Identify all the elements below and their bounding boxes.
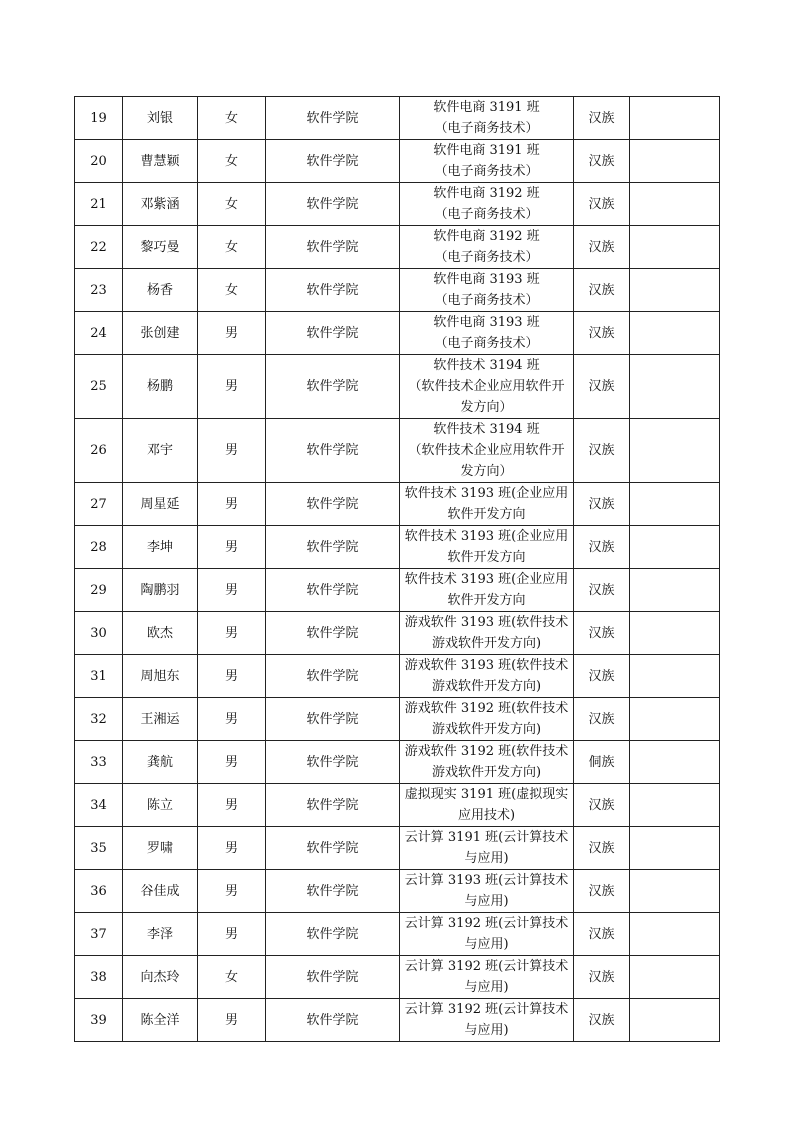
class-major-line: 软件电商 3191 班 [433,143,540,158]
note-cell [630,956,720,999]
gender-cell: 女 [198,956,266,999]
college-cell: 软件学院 [266,355,400,419]
college-cell: 软件学院 [266,956,400,999]
ethnicity-cell: 汉族 [574,97,630,140]
college-cell: 软件学院 [266,226,400,269]
ethnicity-cell: 汉族 [574,355,630,419]
note-cell [630,827,720,870]
row-number-cell: 36 [75,870,123,913]
student-name-cell: 向杰玲 [123,956,198,999]
college-cell: 软件学院 [266,741,400,784]
class-major-cell [400,97,574,140]
student-name-cell: 陈立 [123,784,198,827]
row-number-cell: 32 [75,698,123,741]
student-name-cell: 谷佳成 [123,870,198,913]
class-major-line: 云计算 3192 班(云计算技术 [404,959,569,974]
class-major-cell [400,612,574,655]
class-major-cell [400,913,574,956]
class-major-line: （电子商务技术） [434,250,539,265]
class-major-cell [400,419,574,483]
note-cell [630,870,720,913]
class-major-cell [400,827,574,870]
table-row [75,999,720,1042]
class-major-line: 游戏软件 3192 班(软件技术 [404,701,569,716]
class-major-line: （电子商务技术） [434,164,539,179]
gender-cell: 男 [198,612,266,655]
row-number-cell: 37 [75,913,123,956]
college-cell: 软件学院 [266,526,400,569]
gender-cell: 男 [198,419,266,483]
class-major-line: 游戏软件开发方向) [431,636,542,651]
class-major-line: 虚拟现实 3191 班(虚拟现实 [404,787,569,802]
college-cell: 软件学院 [266,999,400,1042]
note-cell [630,913,720,956]
student-name-cell: 张创建 [123,312,198,355]
gender-cell: 男 [198,698,266,741]
table-row [75,226,720,269]
student-name-cell: 邓宇 [123,419,198,483]
note-cell [630,419,720,483]
row-number-cell: 30 [75,612,123,655]
ethnicity-cell: 汉族 [574,698,630,741]
class-major-cell [400,569,574,612]
class-major-line: 软件技术 3193 班(企业应用 [404,486,569,501]
table-row [75,827,720,870]
student-name-cell: 周星延 [123,483,198,526]
college-cell: 软件学院 [266,569,400,612]
student-name-cell: 周旭东 [123,655,198,698]
class-major-line: 游戏软件 3192 班(软件技术 [404,744,569,759]
ethnicity-cell: 侗族 [574,741,630,784]
gender-cell: 男 [198,569,266,612]
gender-cell: 女 [198,140,266,183]
college-cell: 软件学院 [266,97,400,140]
gender-cell: 男 [198,999,266,1042]
ethnicity-cell: 汉族 [574,956,630,999]
table-row [75,269,720,312]
student-name-cell: 李坤 [123,526,198,569]
class-major-line: 云计算 3191 班(云计算技术 [404,830,569,845]
student-name-cell: 曹慧颖 [123,140,198,183]
gender-cell: 女 [198,97,266,140]
gender-cell: 男 [198,483,266,526]
student-name-cell: 邓紫涵 [123,183,198,226]
college-cell: 软件学院 [266,870,400,913]
class-major-line: 软件开发方向 [447,550,526,565]
row-number-cell: 39 [75,999,123,1042]
ethnicity-cell: 汉族 [574,140,630,183]
student-name-cell: 杨香 [123,269,198,312]
class-major-line: 软件电商 3192 班 [433,186,540,201]
row-number-cell: 28 [75,526,123,569]
gender-cell: 男 [198,827,266,870]
student-name-cell: 王湘运 [123,698,198,741]
student-name-cell: 黎巧曼 [123,226,198,269]
class-major-cell [400,870,574,913]
gender-cell: 女 [198,183,266,226]
row-number-cell: 21 [75,183,123,226]
ethnicity-cell: 汉族 [574,913,630,956]
gender-cell: 男 [198,913,266,956]
class-major-cell [400,956,574,999]
class-major-line: 发方向） [460,400,513,415]
gender-cell: 男 [198,655,266,698]
row-number-cell: 19 [75,97,123,140]
note-cell [630,655,720,698]
note-cell [630,355,720,419]
table-row [75,655,720,698]
class-major-cell [400,140,574,183]
row-number-cell: 31 [75,655,123,698]
table-row [75,355,720,419]
table-row [75,870,720,913]
ethnicity-cell: 汉族 [574,269,630,312]
class-major-line: 与应用) [464,980,509,995]
class-major-line: 游戏软件 3193 班(软件技术 [404,658,569,673]
row-number-cell: 22 [75,226,123,269]
class-major-line: （电子商务技术） [434,336,539,351]
class-major-cell [400,784,574,827]
note-cell [630,269,720,312]
table-row [75,784,720,827]
class-major-cell [400,655,574,698]
class-major-cell [400,355,574,419]
class-major-cell [400,999,574,1042]
college-cell: 软件学院 [266,483,400,526]
student-name-cell: 李泽 [123,913,198,956]
class-major-line: （电子商务技术） [434,121,539,136]
gender-cell: 男 [198,741,266,784]
class-major-line: 软件技术 3193 班(企业应用 [404,529,569,544]
class-major-line: 软件技术 3193 班(企业应用 [404,572,569,587]
college-cell: 软件学院 [266,419,400,483]
college-cell: 软件学院 [266,698,400,741]
gender-cell: 男 [198,355,266,419]
note-cell [630,612,720,655]
student-name-cell: 陶鹏羽 [123,569,198,612]
class-major-line: 与应用) [464,937,509,952]
table-row [75,97,720,140]
note-cell [630,483,720,526]
class-major-cell [400,698,574,741]
class-major-line: （软件技术企业应用软件开 [408,443,565,458]
student-name-cell: 杨鹏 [123,355,198,419]
college-cell: 软件学院 [266,655,400,698]
ethnicity-cell: 汉族 [574,827,630,870]
class-major-cell [400,226,574,269]
gender-cell: 男 [198,526,266,569]
student-table [74,96,720,1042]
class-major-line: 软件电商 3193 班 [433,272,540,287]
class-major-cell [400,526,574,569]
college-cell: 软件学院 [266,913,400,956]
ethnicity-cell: 汉族 [574,612,630,655]
row-number-cell: 29 [75,569,123,612]
table-row [75,183,720,226]
class-major-line: 发方向） [460,464,513,479]
note-cell [630,183,720,226]
table-row [75,612,720,655]
table-row [75,698,720,741]
student-name-cell: 龚航 [123,741,198,784]
gender-cell: 男 [198,784,266,827]
college-cell: 软件学院 [266,827,400,870]
class-major-line: 软件技术 3194 班 [433,422,540,437]
table-body [75,97,720,1042]
class-major-line: 游戏软件开发方向) [431,765,542,780]
class-major-line: 与应用) [464,894,509,909]
ethnicity-cell: 汉族 [574,999,630,1042]
ethnicity-cell: 汉族 [574,655,630,698]
row-number-cell: 27 [75,483,123,526]
gender-cell: 女 [198,226,266,269]
row-number-cell: 23 [75,269,123,312]
class-major-line: 云计算 3192 班(云计算技术 [404,1002,569,1017]
row-number-cell: 25 [75,355,123,419]
class-major-cell [400,483,574,526]
student-name-cell: 陈全洋 [123,999,198,1042]
class-major-line: 与应用) [464,851,509,866]
note-cell [630,226,720,269]
college-cell: 软件学院 [266,140,400,183]
gender-cell: 女 [198,269,266,312]
table-row [75,956,720,999]
class-major-cell [400,741,574,784]
ethnicity-cell: 汉族 [574,870,630,913]
ethnicity-cell: 汉族 [574,226,630,269]
class-major-cell [400,269,574,312]
class-major-line: 云计算 3193 班(云计算技术 [404,873,569,888]
note-cell [630,741,720,784]
ethnicity-cell: 汉族 [574,784,630,827]
college-cell: 软件学院 [266,312,400,355]
note-cell [630,312,720,355]
table-row [75,140,720,183]
class-major-cell [400,312,574,355]
row-number-cell: 33 [75,741,123,784]
college-cell: 软件学院 [266,612,400,655]
note-cell [630,784,720,827]
ethnicity-cell: 汉族 [574,419,630,483]
class-major-cell [400,183,574,226]
gender-cell: 男 [198,312,266,355]
class-major-line: 应用技术) [457,808,516,823]
college-cell: 软件学院 [266,269,400,312]
class-major-line: 软件电商 3192 班 [433,229,540,244]
class-major-line: 软件电商 3191 班 [433,100,540,115]
note-cell [630,698,720,741]
table-row [75,913,720,956]
student-name-cell: 欧杰 [123,612,198,655]
table-row [75,483,720,526]
class-major-line: 软件开发方向 [447,507,526,522]
class-major-line: （软件技术企业应用软件开 [408,379,565,394]
row-number-cell: 24 [75,312,123,355]
class-major-line: 云计算 3192 班(云计算技术 [404,916,569,931]
table-row [75,741,720,784]
table-row [75,569,720,612]
college-cell: 软件学院 [266,183,400,226]
college-cell: 软件学院 [266,784,400,827]
table-row [75,419,720,483]
note-cell [630,569,720,612]
table-row [75,312,720,355]
note-cell [630,999,720,1042]
class-major-line: 游戏软件开发方向) [431,722,542,737]
class-major-line: 软件技术 3194 班 [433,358,540,373]
class-major-line: 软件开发方向 [447,593,526,608]
note-cell [630,526,720,569]
row-number-cell: 38 [75,956,123,999]
class-major-line: 软件电商 3193 班 [433,315,540,330]
class-major-line: 与应用) [464,1023,509,1038]
row-number-cell: 34 [75,784,123,827]
table-row [75,526,720,569]
ethnicity-cell: 汉族 [574,483,630,526]
class-major-line: 游戏软件 3193 班(软件技术 [404,615,569,630]
row-number-cell: 35 [75,827,123,870]
class-major-line: （电子商务技术） [434,207,539,222]
ethnicity-cell: 汉族 [574,183,630,226]
ethnicity-cell: 汉族 [574,526,630,569]
ethnicity-cell: 汉族 [574,569,630,612]
student-name-cell: 罗啸 [123,827,198,870]
gender-cell: 男 [198,870,266,913]
row-number-cell: 26 [75,419,123,483]
note-cell [630,140,720,183]
class-major-line: 游戏软件开发方向) [431,679,542,694]
ethnicity-cell: 汉族 [574,312,630,355]
student-name-cell: 刘银 [123,97,198,140]
note-cell [630,97,720,140]
class-major-line: （电子商务技术） [434,293,539,308]
row-number-cell: 20 [75,140,123,183]
